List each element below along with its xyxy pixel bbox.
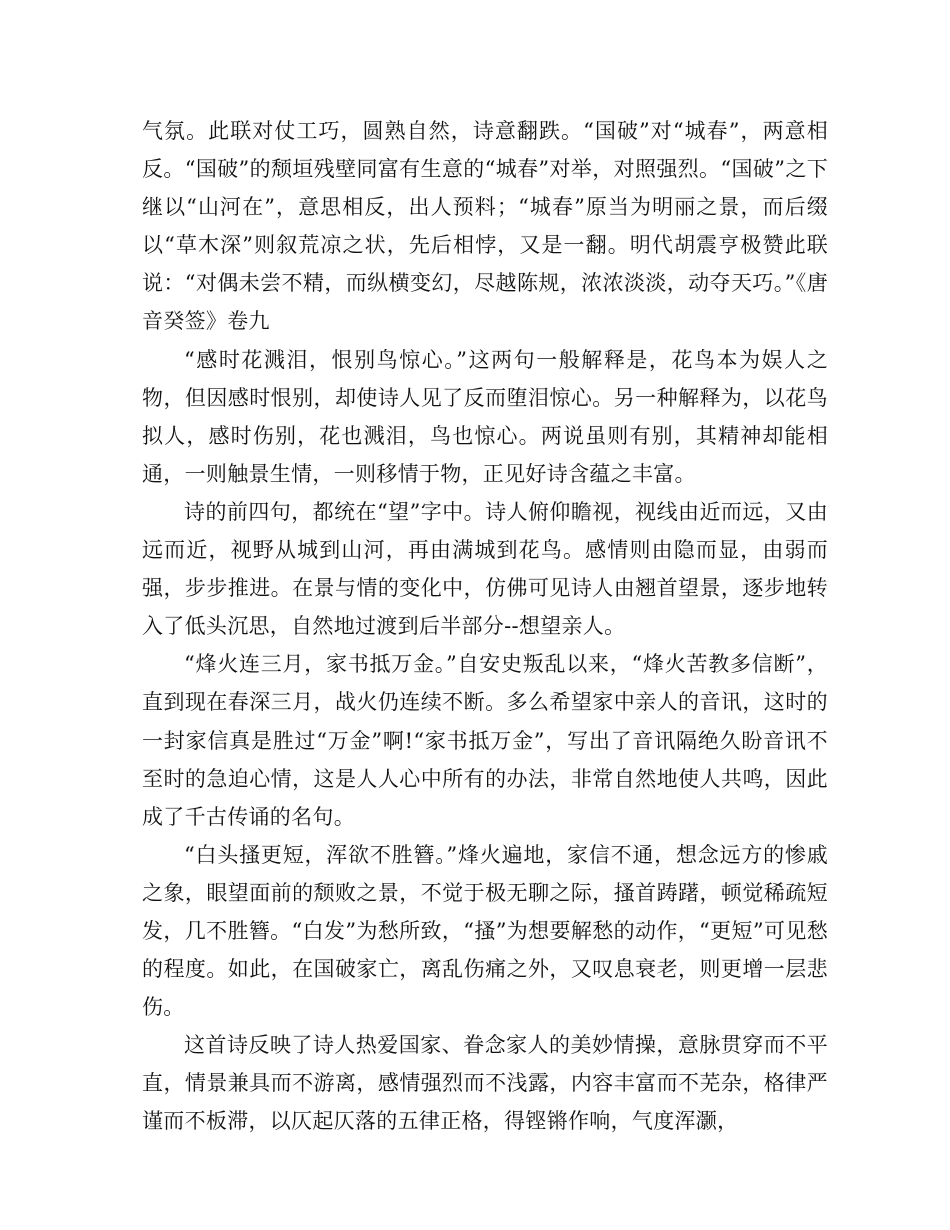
document-body <box>142 112 828 1141</box>
paragraph-3: 诗的前四句，都统在“望”字中。诗人俯仰瞻视，视线由近而远，又由远而近，视野从城到山河，再由满城到花鸟。感情则由隐而显，由弱而强，步步推进。在景与情的变化中，仿佛可见诗人由翘首望景，逐步地转入了低头沉思，自然地过渡到后半部分--想望亲人。 <box>142 499 828 639</box>
paragraph-4: “烽火连三月，家书抵万金。”自安史叛乱以来，“烽火苦教多信断”，直到现在春深三月，战火仍连续不断。多么希望家中亲人的音讯，这时的一封家信真是胜过“万金”啊!“家书抵万金”，写出了音讯隔绝久盼音讯不至时的急迫心情，这是人人心中所有的办法，非常自然地使人共鸣，因此成了千古传诵的名句。 <box>142 652 828 829</box>
paragraph-2: “感时花溅泪，恨别鸟惊心。”这两句一般解释是，花鸟本为娱人之物，但因感时恨别，却使诗人见了反而堕泪惊心。另一种解释为，以花鸟拟人，感时伤别，花也溅泪，鸟也惊心。两说虽则有别，其精神却能相通，一则触景生情，一则移情于物，正见好诗含蕴之丰富。 <box>142 347 828 486</box>
paragraph-1: 气氛。此联对仗工巧，圆熟自然，诗意翻跌。“国破”对“城春”，两意相反。“国破”的颓垣残壁同富有生意的“城春”对举，对照强烈。“国破”之下继以“山河在”，意思相反，出人预料；“城春”原当为明丽之景，而后缀以“草木深”则叙荒凉之状，先后相悖，又是一翻。明代胡震亨极赞此联说：“对偶未尝不精，而纵横变幻，尽越陈规，浓浓淡淡，动夺天巧。”《唐音癸签》卷九 <box>142 119 828 334</box>
paragraph-6: 这首诗反映了诗人热爱国家、眷念家人的美妙情操，意脉贯穿而不平直，情景兼具而不游离，感情强烈而不浅露，内容丰富而不芜杂，格律严谨而不板滞，以仄起仄落的五律正格，得铿锵作响，气度浑灏， <box>142 1033 828 1134</box>
paragraph-5: “白头搔更短，浑欲不胜簪。”烽火遍地，家信不通，想念远方的惨戚之象，眼望面前的颓败之景，不觉于极无聊之际，搔首踌躇，顿觉稀疏短发，几不胜簪。“白发”为愁所致，“搔”为想要解愁的动作，“更短”可见愁的程度。如此，在国破家亡，离乱伤痛之外，又叹息衰老，则更增一层悲伤。 <box>142 842 828 1020</box>
